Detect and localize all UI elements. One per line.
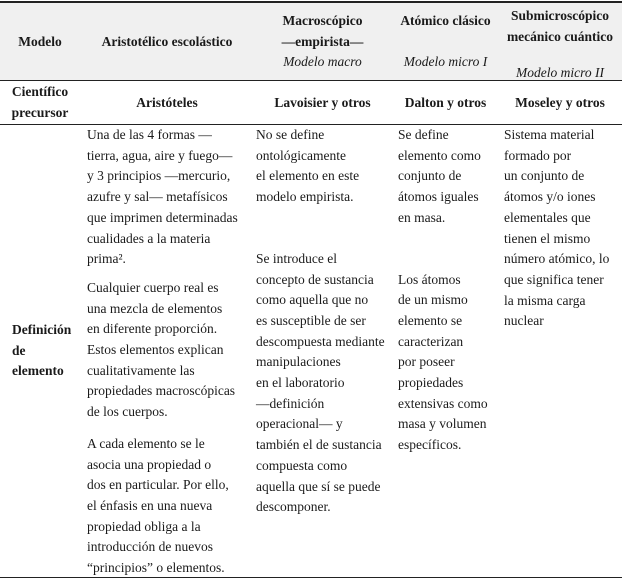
text-line: Se define xyxy=(398,127,449,142)
text-line: también el de sustancia xyxy=(256,437,382,453)
definition-paragraph xyxy=(256,125,385,208)
header-modelo: Modelo xyxy=(18,34,62,49)
text-line: conjunto de xyxy=(398,168,462,184)
header-submicro-subtitle: mecánico cuántico xyxy=(506,28,614,44)
definition-submicro xyxy=(504,125,609,332)
text-line: Cualquier cuerpo real es xyxy=(87,279,219,295)
text-line: dos en particular. Por ello, xyxy=(87,477,229,493)
definition-paragraph xyxy=(87,125,238,270)
definition-aristotelico xyxy=(87,125,238,579)
table-top-rule xyxy=(0,1,622,3)
label-line: de xyxy=(12,342,26,358)
text-line: una mezcla de elementos xyxy=(87,300,223,316)
text-line: como aquella que no xyxy=(256,292,369,308)
text-line: en diferente proporción. xyxy=(87,321,218,337)
text-line: de los cuerpos. xyxy=(87,404,168,420)
text-line: descompuesta mediante xyxy=(256,333,385,349)
text-line: en el laboratorio xyxy=(256,375,345,391)
text-line: Estos elementos explican xyxy=(87,342,224,358)
text-line: un conjunto de xyxy=(504,168,585,184)
text-line: aquella que sí se puede xyxy=(256,478,381,494)
text-line: masa y volumen xyxy=(398,416,487,432)
definition-macro xyxy=(256,125,385,518)
header-macro-title: Macroscópico xyxy=(282,13,363,28)
header-aristotelico: Aristotélico escolástico xyxy=(101,34,233,49)
text-line: Los átomos xyxy=(398,271,461,287)
header-atomico xyxy=(393,11,498,72)
text-line: la misma carga xyxy=(504,292,586,308)
header-atomico-model: Modelo micro I xyxy=(403,53,488,69)
text-line: es susceptible de ser xyxy=(256,312,366,328)
text-line: manipulaciones xyxy=(256,354,341,370)
definition-paragraph xyxy=(87,278,238,423)
text-line: introducción de nuevos xyxy=(87,539,213,555)
text-line: asocia una propiedad o xyxy=(87,456,212,472)
text-line: caracterizan xyxy=(398,333,464,349)
header-submicro-title: Submicroscópico xyxy=(510,8,609,23)
text-line: el énfasis en una nueva xyxy=(87,497,213,513)
text-line: No se define xyxy=(256,127,325,142)
text-line: tienen el mismo xyxy=(504,230,591,246)
text-line: átomos iguales xyxy=(398,189,479,205)
header-macro xyxy=(252,11,393,73)
text-line: propiedad obliga a la xyxy=(87,518,201,534)
header-macro-subtitle: —empirista— xyxy=(281,33,364,49)
text-line: que significa tener xyxy=(504,271,604,287)
text-line: número atómico, lo xyxy=(504,251,610,267)
text-line: Una de las 4 formas — xyxy=(87,127,212,142)
scientist-dalton: Dalton y otros xyxy=(404,95,487,110)
text-line: propiedades macroscópicas xyxy=(87,383,236,399)
row-label-definicion xyxy=(12,320,82,382)
text-line: tierra, agua, aire y fuego— xyxy=(87,147,233,163)
row-label-cientifico xyxy=(0,82,80,123)
text-line: compuesta como xyxy=(256,457,348,473)
scientist-aristoteles: Aristóteles xyxy=(136,95,198,110)
text-line: Se introduce el xyxy=(256,250,337,266)
text-line: A cada elemento se le xyxy=(87,435,205,451)
text-line: azufre y sal— metafísicos xyxy=(87,189,228,205)
scientist-moseley: Moseley y otros xyxy=(515,95,605,110)
header-submicro-model: Modelo micro II xyxy=(516,65,604,81)
text-line: y 3 principios —mercurio, xyxy=(87,168,231,184)
text-line: que imprimen determinadas xyxy=(87,209,238,225)
text-line: específicos. xyxy=(398,437,462,453)
text-line: cualitativamente las xyxy=(87,362,195,378)
text-line: “principios” o elementos. xyxy=(87,560,225,576)
header-macro-model: Modelo macro xyxy=(283,54,362,70)
text-line: cualidades a la materia xyxy=(87,230,211,246)
text-line: operacional— y xyxy=(256,416,343,432)
text-line: elementales que xyxy=(504,209,591,225)
label-line: Científico xyxy=(11,84,69,99)
definition-atomico xyxy=(398,125,488,456)
label-line: precursor xyxy=(11,104,69,120)
text-line: prima². xyxy=(87,251,126,267)
text-line: Sistema material xyxy=(504,127,595,142)
scientist-lavoisier: Lavoisier y otros xyxy=(274,95,371,110)
header-submicro xyxy=(498,6,622,84)
text-line: nuclear xyxy=(504,313,544,329)
header-atomico-title: Atómico clásico xyxy=(400,13,491,28)
definition-paragraph xyxy=(504,125,609,332)
label-line: Definición xyxy=(12,322,72,337)
text-line: descomponer. xyxy=(256,499,331,515)
text-line: concepto de sustancia xyxy=(256,271,374,287)
text-line: modelo empirista. xyxy=(256,189,354,205)
definition-paragraph xyxy=(398,270,488,456)
text-line: formado por xyxy=(504,147,572,163)
text-line: en masa. xyxy=(398,209,446,225)
text-line: átomos y/o iones xyxy=(504,189,596,205)
text-line: el elemento en este xyxy=(256,168,360,184)
definition-paragraph xyxy=(398,125,488,229)
text-line: extensivas como xyxy=(398,395,488,411)
text-line: por poseer xyxy=(398,354,455,370)
text-line: de un mismo xyxy=(398,292,468,308)
definition-paragraph xyxy=(87,434,238,579)
text-line: elemento se xyxy=(398,312,463,328)
definition-paragraph xyxy=(256,249,385,518)
label-line: elemento xyxy=(12,363,64,379)
text-line: —definición xyxy=(256,395,325,411)
text-line: ontológicamente xyxy=(256,147,346,163)
text-line: propiedades xyxy=(398,375,464,391)
text-line: elemento como xyxy=(398,147,481,163)
